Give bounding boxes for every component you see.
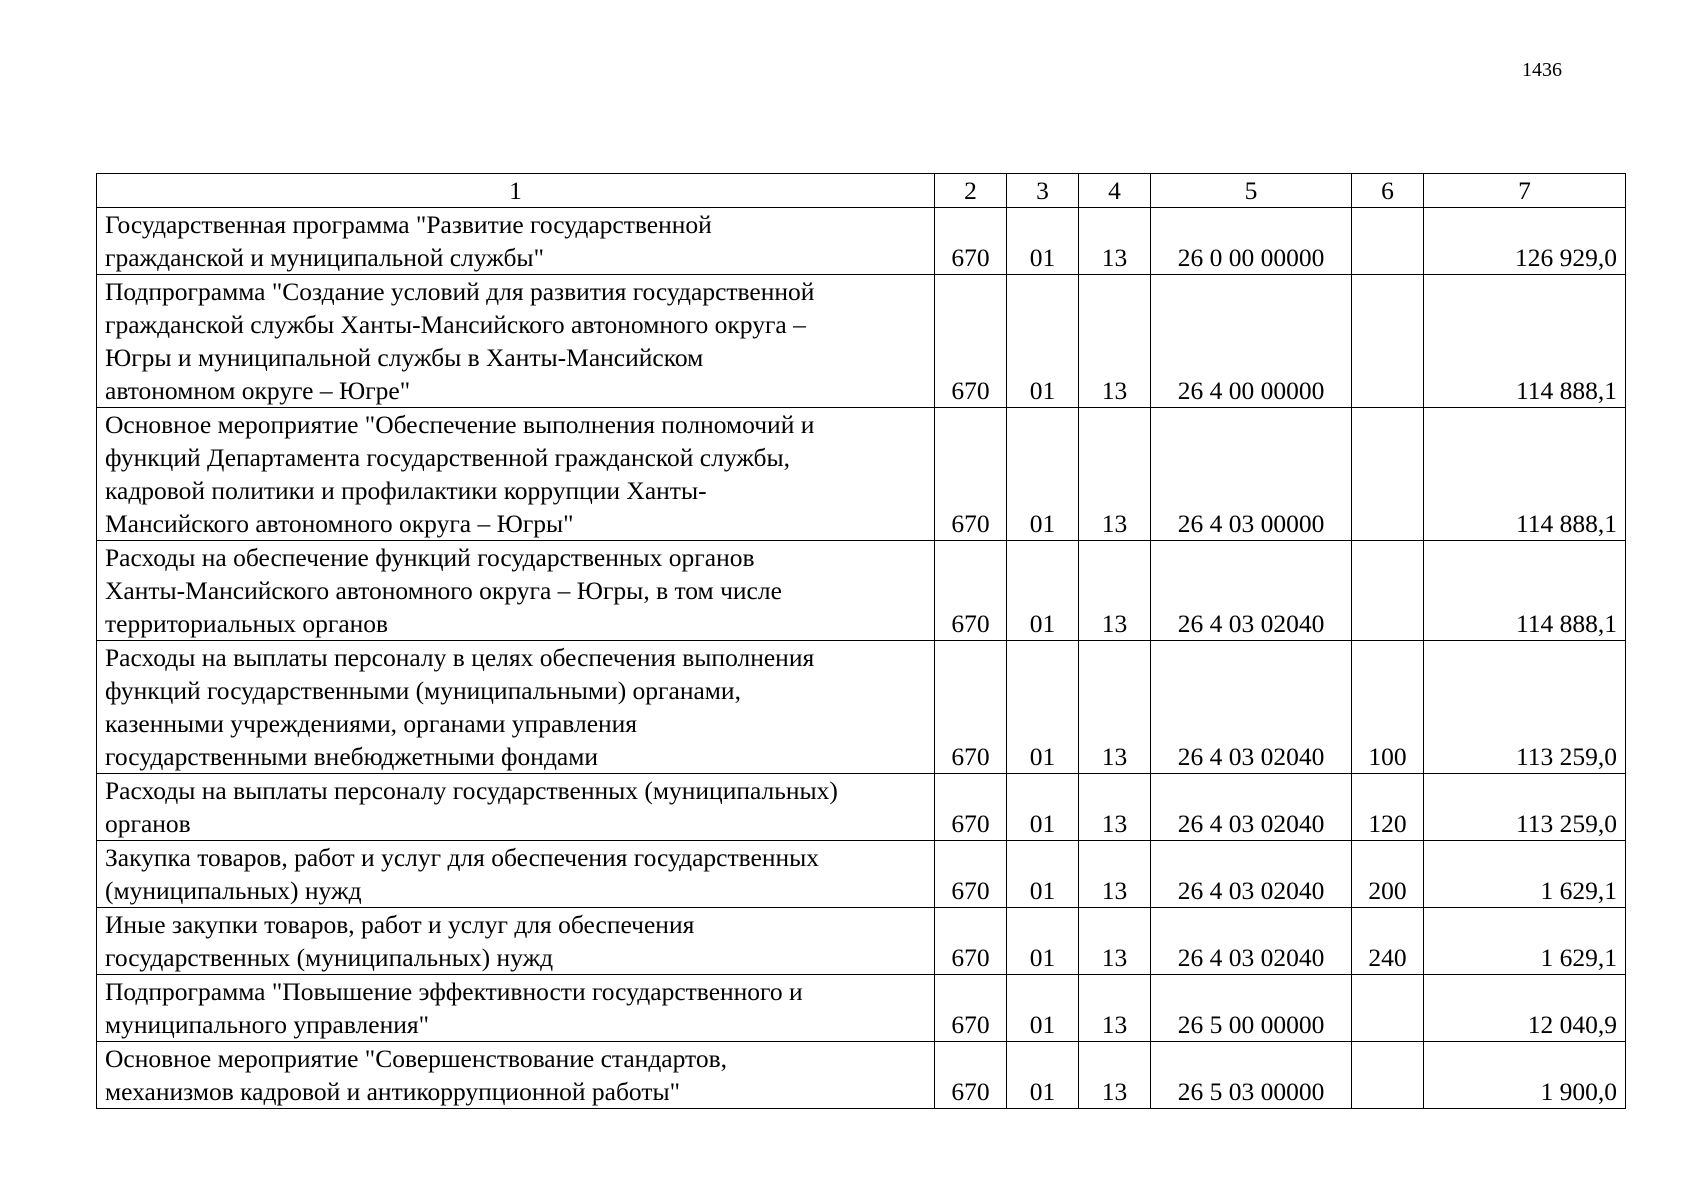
amount-cell: 113 259,0 xyxy=(1424,774,1626,841)
expense-type-cell xyxy=(1352,275,1424,408)
amount-cell: 1 900,0 xyxy=(1424,1042,1626,1109)
row-name-line: Расходы на выплаты персоналу в целях обеспечения выполнения xyxy=(105,643,815,672)
target-article-cell: 26 5 00 00000 xyxy=(1151,975,1352,1042)
row-name-cell xyxy=(97,841,935,908)
row-name-cell xyxy=(97,1042,935,1109)
row-name-cell xyxy=(97,774,935,841)
section-code-cell: 01 xyxy=(1007,641,1079,774)
row-name-cell xyxy=(97,641,935,774)
row-name-line: Основное мероприятие "Обеспечение выполнения полномочий и xyxy=(105,410,815,439)
row-name-line: Подпрограмма "Повышение эффективности государственного и xyxy=(105,977,803,1006)
admin-code-cell: 670 xyxy=(935,908,1007,975)
subsection-code-cell: 13 xyxy=(1079,275,1151,408)
row-name-line: государственными внебюджетными фондами xyxy=(105,742,599,771)
subsection-code-cell: 13 xyxy=(1079,208,1151,275)
amount-cell: 114 888,1 xyxy=(1424,408,1626,541)
row-name-line: территориальных органов xyxy=(105,609,389,638)
section-code-cell: 01 xyxy=(1007,774,1079,841)
target-article-cell: 26 4 00 00000 xyxy=(1151,275,1352,408)
admin-code-cell: 670 xyxy=(935,208,1007,275)
expense-type-cell xyxy=(1352,208,1424,275)
column-header-2: 2 xyxy=(935,174,1007,208)
row-name-line: муниципального управления" xyxy=(105,1010,430,1039)
subsection-code-cell: 13 xyxy=(1079,774,1151,841)
table-row xyxy=(97,975,1626,1042)
row-name-line: Подпрограмма "Создание условий для развития государственной xyxy=(105,277,815,306)
amount-cell: 126 929,0 xyxy=(1424,208,1626,275)
row-name-line: органов xyxy=(105,809,191,838)
target-article-cell: 26 4 03 02040 xyxy=(1151,908,1352,975)
table-row xyxy=(97,208,1626,275)
section-code-cell: 01 xyxy=(1007,975,1079,1042)
row-name-line: гражданской и муниципальной службы" xyxy=(105,243,544,272)
row-name-line: Расходы на выплаты персоналу государственных (муниципальных) xyxy=(105,776,838,805)
expense-type-cell: 240 xyxy=(1352,908,1424,975)
column-header-1: 1 xyxy=(97,174,935,208)
section-code-cell: 01 xyxy=(1007,908,1079,975)
table-row xyxy=(97,408,1626,541)
section-code-cell: 01 xyxy=(1007,1042,1079,1109)
row-name-cell xyxy=(97,541,935,641)
table-row xyxy=(97,841,1626,908)
expense-type-cell xyxy=(1352,541,1424,641)
subsection-code-cell: 13 xyxy=(1079,1042,1151,1109)
amount-cell: 114 888,1 xyxy=(1424,541,1626,641)
row-name-line: Государственная программа "Развитие государственной xyxy=(105,210,712,239)
budget-table xyxy=(96,173,1626,1109)
page-number: 1436 xyxy=(1522,59,1562,81)
admin-code-cell: 670 xyxy=(935,408,1007,541)
amount-cell: 114 888,1 xyxy=(1424,275,1626,408)
section-code-cell: 01 xyxy=(1007,841,1079,908)
row-name-cell xyxy=(97,908,935,975)
admin-code-cell: 670 xyxy=(935,975,1007,1042)
table-row xyxy=(97,541,1626,641)
table-body xyxy=(97,208,1626,1109)
admin-code-cell: 670 xyxy=(935,774,1007,841)
row-name-cell xyxy=(97,275,935,408)
expense-type-cell xyxy=(1352,1042,1424,1109)
row-name-line: (муниципальных) нужд xyxy=(105,876,362,905)
row-name-line: Иные закупки товаров, работ и услуг для обеспечения xyxy=(105,910,695,939)
target-article-cell: 26 4 03 02040 xyxy=(1151,641,1352,774)
expense-type-cell: 200 xyxy=(1352,841,1424,908)
admin-code-cell: 670 xyxy=(935,541,1007,641)
subsection-code-cell: 13 xyxy=(1079,908,1151,975)
row-name-line: государственных (муниципальных) нужд xyxy=(105,943,554,972)
section-code-cell: 01 xyxy=(1007,275,1079,408)
table-row xyxy=(97,908,1626,975)
target-article-cell: 26 4 03 02040 xyxy=(1151,774,1352,841)
admin-code-cell: 670 xyxy=(935,641,1007,774)
column-header-3: 3 xyxy=(1007,174,1079,208)
subsection-code-cell: 13 xyxy=(1079,841,1151,908)
amount-cell: 1 629,1 xyxy=(1424,841,1626,908)
target-article-cell: 26 4 03 02040 xyxy=(1151,841,1352,908)
row-name-line: автономном округе – Югре" xyxy=(105,376,411,405)
row-name-line: Югры и муниципальной службы в Ханты-Мансийском xyxy=(105,343,704,372)
header-row xyxy=(97,174,1626,208)
table-row xyxy=(97,275,1626,408)
row-name-line: механизмов кадровой и антикоррупционной работы" xyxy=(105,1077,681,1106)
column-header-5: 5 xyxy=(1151,174,1352,208)
row-name-line: казенными учреждениями, органами управления xyxy=(105,709,638,738)
target-article-cell: 26 5 03 00000 xyxy=(1151,1042,1352,1109)
subsection-code-cell: 13 xyxy=(1079,641,1151,774)
expense-type-cell: 120 xyxy=(1352,774,1424,841)
admin-code-cell: 670 xyxy=(935,841,1007,908)
row-name-line: Мансийского автономного округа – Югры" xyxy=(105,509,574,538)
target-article-cell: 26 4 03 02040 xyxy=(1151,541,1352,641)
column-header-7: 7 xyxy=(1424,174,1626,208)
expense-type-cell xyxy=(1352,408,1424,541)
row-name-cell xyxy=(97,975,935,1042)
row-name-cell xyxy=(97,208,935,275)
amount-cell: 1 629,1 xyxy=(1424,908,1626,975)
expense-type-cell: 100 xyxy=(1352,641,1424,774)
section-code-cell: 01 xyxy=(1007,408,1079,541)
row-name-cell xyxy=(97,408,935,541)
column-header-4: 4 xyxy=(1079,174,1151,208)
row-name-line: кадровой политики и профилактики коррупции Ханты- xyxy=(105,476,707,505)
row-name-line: Закупка товаров, работ и услуг для обеспечения государственных xyxy=(105,843,820,872)
row-name-line: гражданской службы Ханты-Мансийского автономного округа – xyxy=(105,310,806,339)
admin-code-cell: 670 xyxy=(935,1042,1007,1109)
subsection-code-cell: 13 xyxy=(1079,975,1151,1042)
row-name-line: функций государственными (муниципальными) органами, xyxy=(105,676,741,705)
amount-cell: 12 040,9 xyxy=(1424,975,1626,1042)
subsection-code-cell: 13 xyxy=(1079,408,1151,541)
expense-type-cell xyxy=(1352,975,1424,1042)
row-name-line: Ханты-Мансийского автономного округа – Югры, в том числе xyxy=(105,576,782,605)
admin-code-cell: 670 xyxy=(935,275,1007,408)
section-code-cell: 01 xyxy=(1007,208,1079,275)
column-header-6: 6 xyxy=(1352,174,1424,208)
amount-cell: 113 259,0 xyxy=(1424,641,1626,774)
table-row xyxy=(97,1042,1626,1109)
target-article-cell: 26 4 03 00000 xyxy=(1151,408,1352,541)
row-name-line: Основное мероприятие "Совершенствование стандартов, xyxy=(105,1044,728,1073)
target-article-cell: 26 0 00 00000 xyxy=(1151,208,1352,275)
section-code-cell: 01 xyxy=(1007,541,1079,641)
row-name-line: функций Департамента государственной гражданской службы, xyxy=(105,443,791,472)
row-name-line: Расходы на обеспечение функций государственных органов xyxy=(105,543,755,572)
subsection-code-cell: 13 xyxy=(1079,541,1151,641)
table-row xyxy=(97,774,1626,841)
table-row xyxy=(97,641,1626,774)
